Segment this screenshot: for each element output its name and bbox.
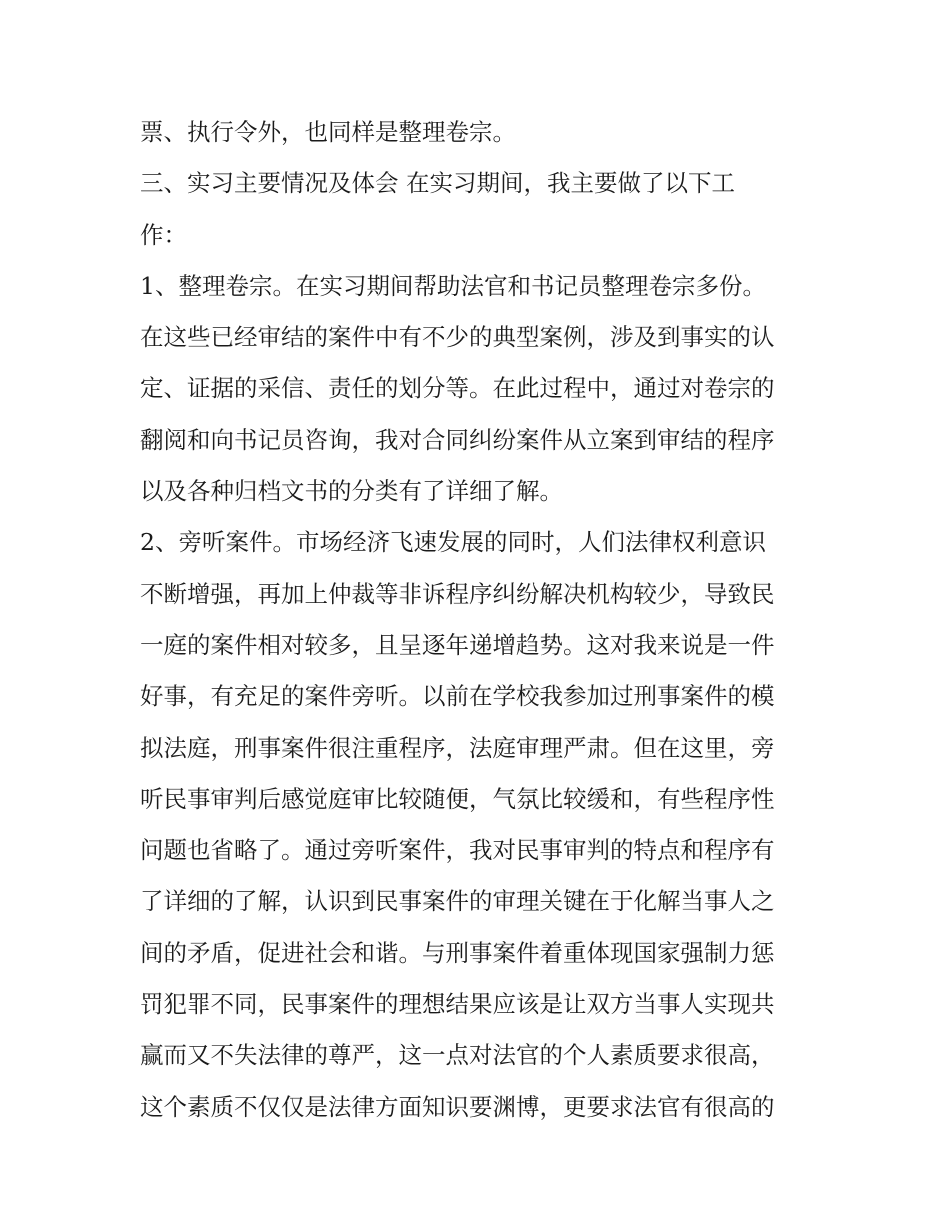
text-line: 翻阅和向书记员咨询，我对合同纠纷案件从立案到审结的程序 [140, 425, 775, 454]
text-line: 好事，有充足的案件旁听。以前在学校我参加过刑事案件的模 [140, 682, 775, 711]
text-line: 问题也省略了。通过旁听案件，我对民事审判的特点和程序有 [140, 836, 775, 865]
text-line: 罚犯罪不同，民事案件的理想结果应该是让双方当事人实现共 [140, 990, 775, 1019]
text-line: 赢而又不失法律的尊严，这一点对法官的个人素质要求很高， [140, 1041, 775, 1070]
list-item-1-line: 1、整理卷宗。在实习期间帮助法官和书记员整理卷宗多份。 [140, 271, 766, 300]
text-line: 了详细的了解，认识到民事案件的审理关键在于化解当事人之 [140, 887, 775, 916]
text-line: 一庭的案件相对较多，且呈逐年递增趋势。这对我来说是一件 [140, 630, 775, 659]
text-line: 票、执行令外，也同样是整理卷宗。 [140, 118, 516, 146]
text-line: 作： [140, 220, 187, 249]
text-line: 以及各种归档文书的分类有了详细了解。 [140, 477, 563, 506]
text-line: 定、证据的采信、责任的划分等。在此过程中，通过对卷宗的 [140, 374, 775, 403]
section-heading-line: 三、实习主要情况及体会 在实习期间，我主要做了以下工 [140, 169, 735, 198]
document-body [140, 107, 820, 1133]
list-item-2-line: 2、旁听案件。市场经济飞速发展的同时，人们法律权利意识 [140, 528, 766, 557]
text-line: 在这些已经审结的案件中有不少的典型案例，涉及到事实的认 [140, 323, 775, 352]
text-line: 不断增强，再加上仲裁等非诉程序纠纷解决机构较少，导致民 [140, 579, 775, 608]
text-line: 这个素质不仅仅是法律方面知识要渊博，更要求法官有很高的 [140, 1092, 775, 1121]
text-line: 听民事审判后感觉庭审比较随便，气氛比较缓和，有些程序性 [140, 784, 775, 813]
text-line: 拟法庭，刑事案件很注重程序，法庭审理严肃。但在这里，旁 [140, 733, 775, 762]
text-line: 间的矛盾，促进社会和谐。与刑事案件着重体现国家强制力惩 [140, 938, 775, 967]
